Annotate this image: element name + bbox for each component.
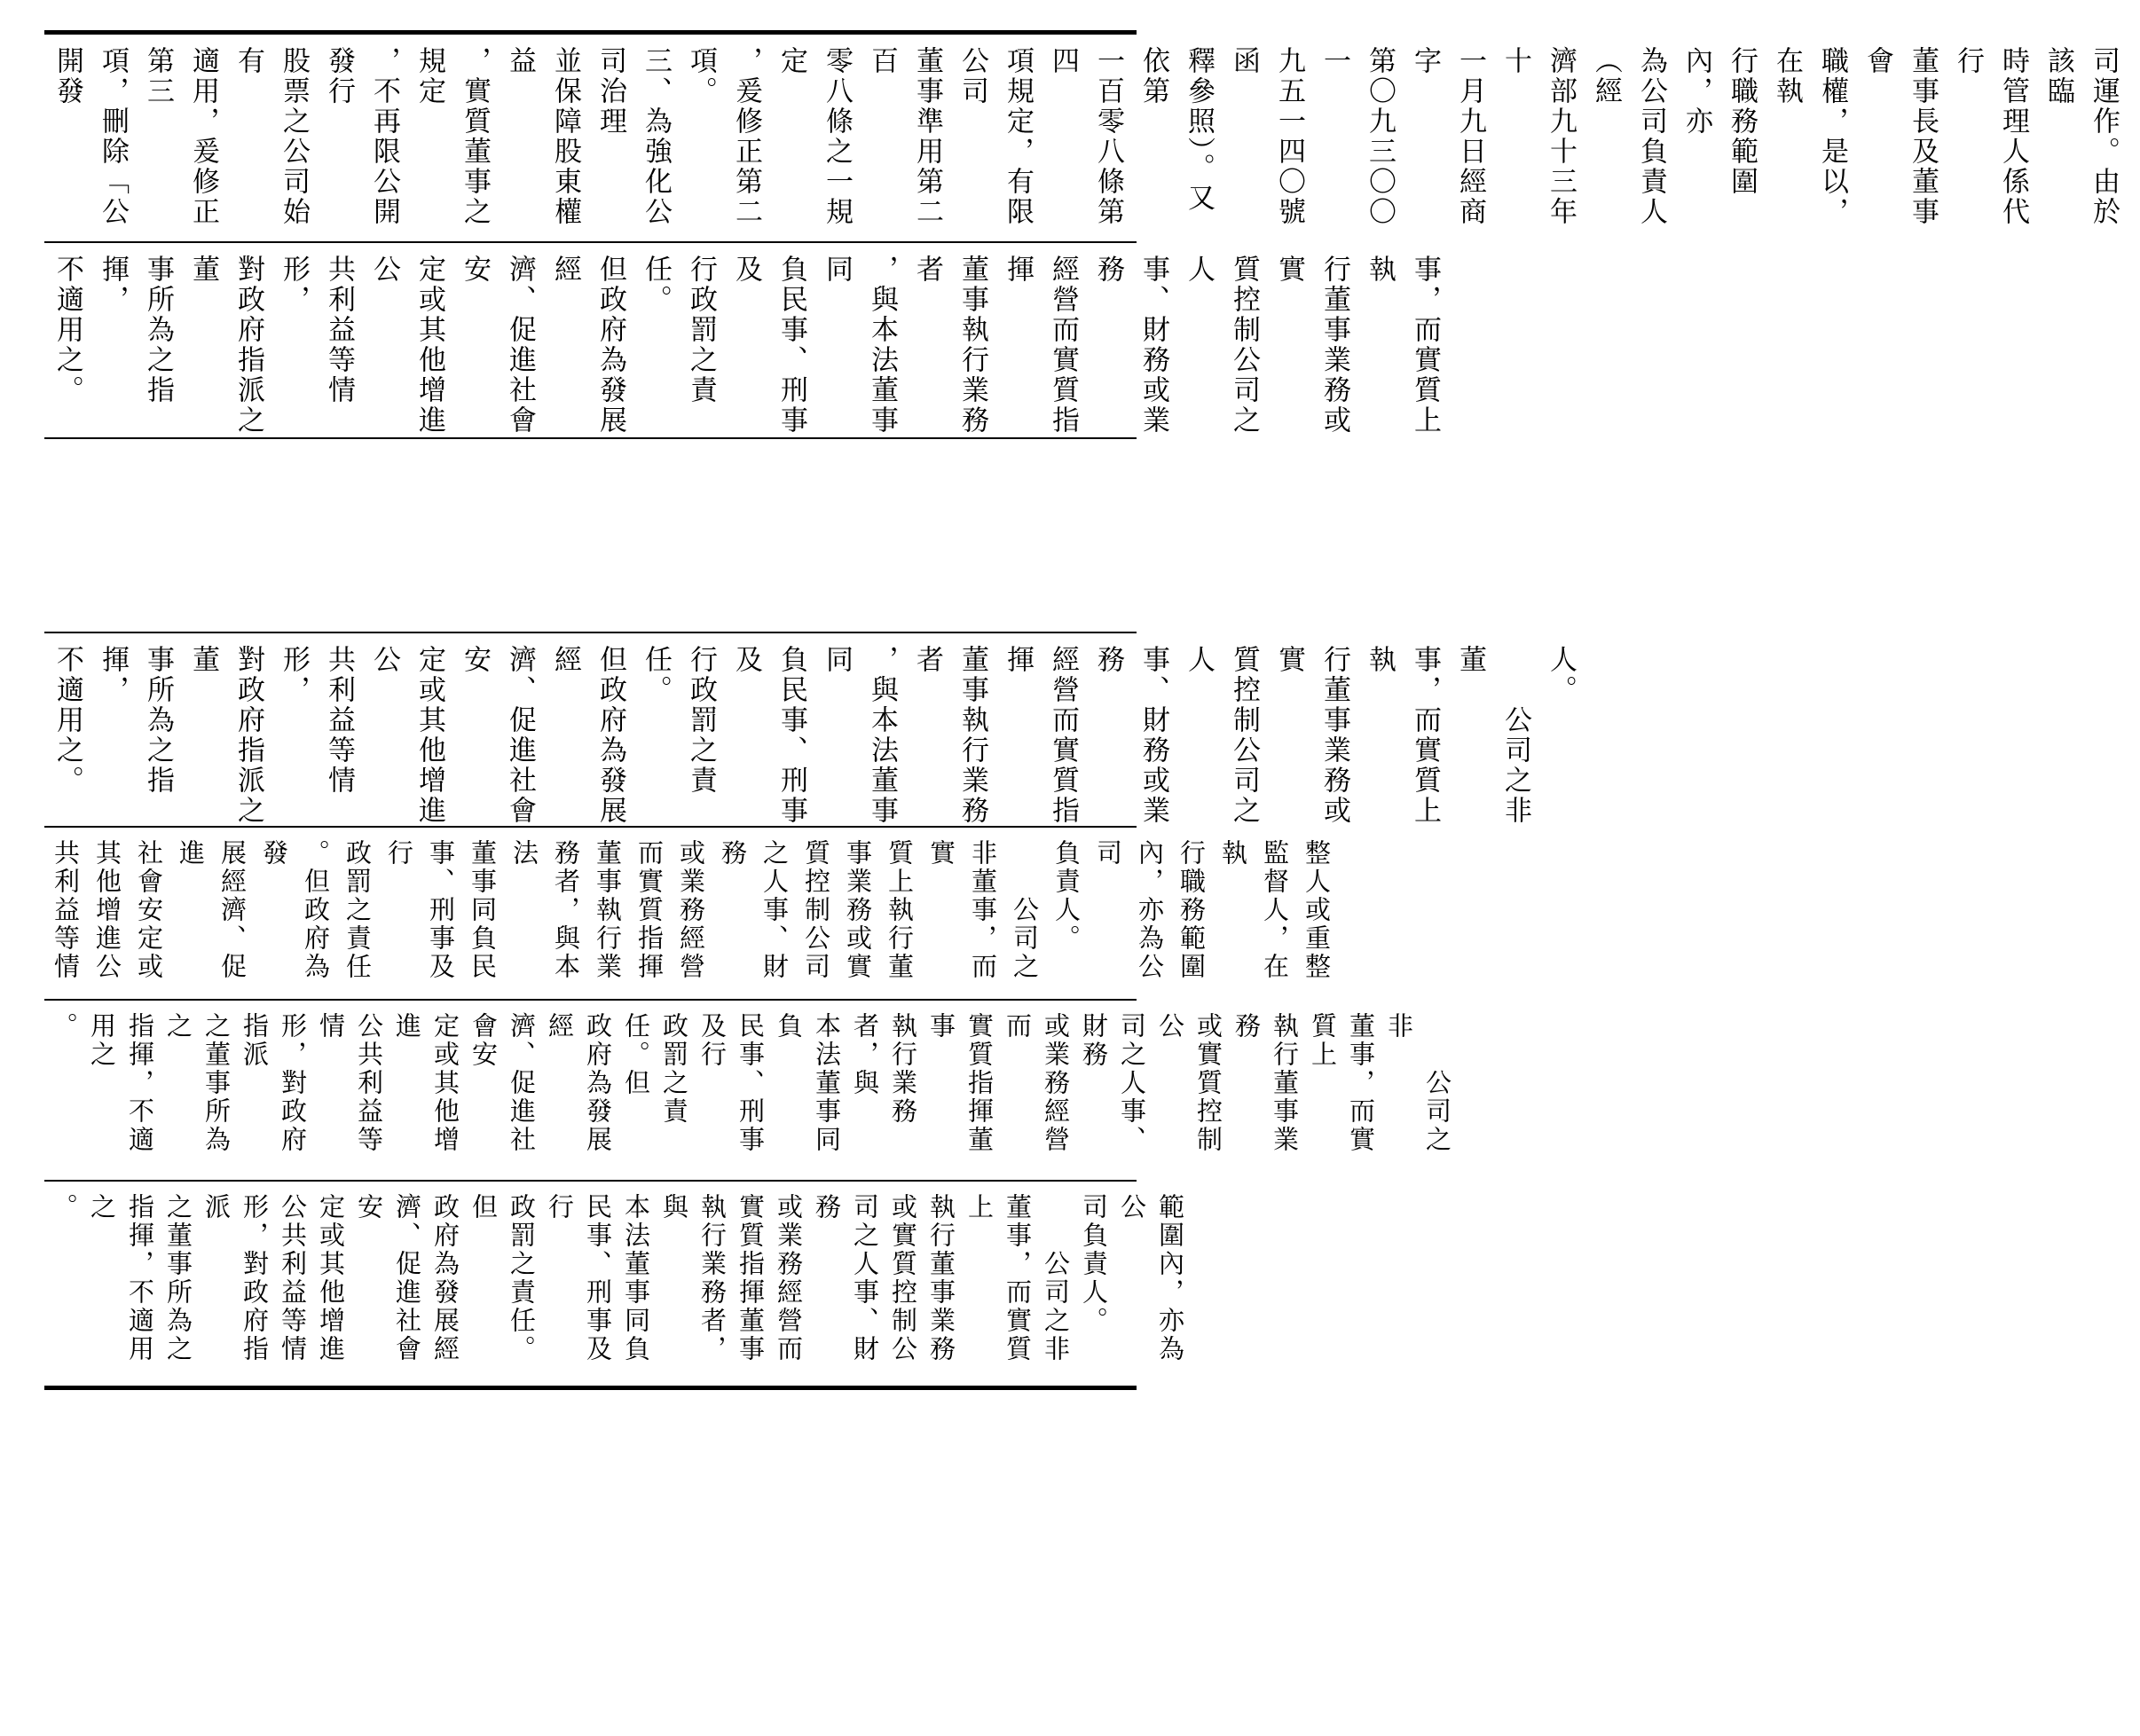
row-version-a	[44, 634, 1577, 826]
text-line: 定或其他增進	[316, 1193, 346, 1363]
text-line: 不適用之。	[51, 255, 83, 405]
text-line: 一月九日經商字	[1409, 46, 1486, 227]
text-line: 範圍內，亦為公	[1117, 1193, 1185, 1363]
row-blank	[44, 440, 1137, 632]
text-line: 執行業務者，與	[659, 1193, 728, 1363]
row-version-b-body	[44, 829, 1351, 999]
text-line: 。	[49, 1012, 79, 1041]
text-line: 董事執行業務者	[911, 255, 988, 436]
text-line: 時管理人係代行	[1952, 46, 2029, 227]
text-line: 三、為強化公司治理	[594, 46, 672, 227]
text-line: 董事，而實質上	[1308, 1012, 1376, 1154]
text-line: 政罰之責任	[342, 839, 373, 981]
text-line: 不適用之。	[51, 645, 83, 796]
text-line: 事，而實質上執	[1364, 645, 1441, 826]
text-line: 董事同負民	[468, 839, 498, 981]
row-version-c	[44, 1002, 1452, 1180]
top-rule	[44, 30, 1137, 35]
text-line: 行職務範圍	[1176, 839, 1207, 981]
text-line: 質上執行董	[885, 839, 915, 981]
text-line: 執行業務者，與	[850, 1012, 918, 1126]
text-line: 內，亦為公司	[1093, 839, 1165, 981]
text-line: 董事，而實質上	[964, 1193, 1033, 1363]
text-line: 共利益等情	[51, 839, 81, 981]
row-divider	[44, 999, 1137, 1001]
row-version-d-body	[44, 1182, 1203, 1385]
text-line: 事所為之指揮，	[97, 255, 174, 405]
text-line: 指揮，不適用之	[87, 1012, 155, 1154]
text-line: 零八條之一規定	[775, 46, 853, 227]
text-line: 執行董事業務	[926, 1193, 956, 1363]
text-line: 司之人事、財務	[1079, 1012, 1147, 1154]
text-line: 非董事，而實	[926, 839, 998, 981]
text-line: 濟、促進社會安	[459, 645, 536, 826]
text-line: 司負責人。	[1079, 1193, 1109, 1335]
row-divider	[44, 437, 1137, 439]
text-line: 政罰之責任。但	[468, 1193, 537, 1363]
text-line: 事、財務或業務	[1092, 255, 1169, 436]
text-line: 董事執行業務者	[911, 645, 988, 826]
text-line: 質控制公司之人	[1183, 645, 1260, 826]
text-line: 或實質控制公	[1155, 1012, 1223, 1154]
text-line: 形，對政府指派	[240, 1012, 308, 1154]
text-line: 司運作。由於該臨	[2042, 46, 2120, 227]
text-line: 但政府為發展經	[549, 255, 626, 436]
text-line: 董事長及董事會	[1861, 46, 1939, 227]
row-explanation-text	[44, 35, 2140, 241]
text-line: 執行董事業務	[1231, 1012, 1300, 1154]
row-amended-text-body	[44, 244, 1461, 437]
bottom-rule	[44, 1386, 1137, 1390]
text-line: 行職務範圍內，亦	[1680, 46, 1758, 197]
row-amended-text	[44, 244, 1441, 437]
text-line: 。	[49, 1193, 79, 1221]
text-line: 之董事所為之	[163, 1012, 232, 1154]
text-line: 負民事、刑事及	[730, 255, 807, 436]
text-line: 職權，是以，在執	[1771, 46, 1848, 227]
text-line: ，不再限公開發行	[323, 46, 400, 227]
text-line: ，爰修正第二項。	[685, 46, 762, 227]
text-line: 或業務經營而	[1003, 1012, 1071, 1154]
text-line: 行董事業務或實	[1273, 645, 1350, 826]
row-version-d	[44, 1182, 1185, 1385]
row-divider	[44, 826, 1137, 828]
text-line: 對政府指派之董	[187, 645, 264, 826]
text-line: 濟、促進社會安	[354, 1193, 422, 1363]
text-line: 政罰之責任。但	[621, 1012, 689, 1126]
text-line: 形，對政府指派	[201, 1193, 270, 1363]
text-line: 公司之非	[1041, 1193, 1071, 1363]
text-line: 公司之	[1010, 839, 1040, 981]
row-version-b	[44, 829, 1332, 999]
text-line: 負責人。	[1051, 839, 1082, 953]
text-line: 民事、刑事及行	[545, 1193, 613, 1363]
text-line: 實質指揮董事	[926, 1012, 995, 1154]
text-line: 定或其他增進	[392, 1012, 460, 1154]
text-line: 指揮，不適用之	[87, 1193, 155, 1363]
text-line: 展經濟、促進	[176, 839, 248, 981]
text-line: 行董事業務或實	[1273, 255, 1350, 436]
text-line: 公司之非	[1384, 1012, 1452, 1154]
text-line: 股票之公司始有	[232, 46, 310, 227]
text-line: 公司之非董	[1454, 645, 1531, 826]
text-line: 事業務或實	[843, 839, 873, 981]
text-line: 司之人事、財務	[812, 1193, 880, 1363]
text-line: 事、刑事及行	[384, 839, 456, 981]
text-line: 一百零八條第四	[1047, 46, 1124, 227]
row-explanation	[44, 35, 2120, 241]
row-version-c-body	[44, 1002, 1470, 1180]
text-line: 項，刪除「公開發	[51, 46, 129, 227]
text-line: 本法董事同負	[621, 1193, 651, 1363]
text-line: 質控制公司	[801, 839, 831, 981]
text-line: 並保障股東權益	[504, 46, 581, 227]
text-line: 整人或重整	[1302, 839, 1332, 981]
text-line: 行政罰之責任。	[640, 645, 717, 796]
text-line: 民事、刑事及行	[697, 1012, 766, 1154]
text-line: 事所為之指揮，	[97, 645, 174, 796]
text-line: 其他增進公	[92, 839, 122, 981]
text-line: 之人事、財務	[718, 839, 790, 981]
text-line: 經營而實質指揮	[1002, 255, 1079, 436]
text-line: 或業務經營而	[774, 1193, 804, 1363]
text-line: 。但政府為發	[259, 839, 331, 981]
text-line: 公共利益等情	[278, 1193, 308, 1363]
text-line: 之董事所為之	[163, 1193, 193, 1363]
text-line: 監督人，在執	[1218, 839, 1290, 981]
text-line: 事，而實質上執	[1364, 255, 1441, 436]
text-line: 實質指揮董事	[736, 1193, 766, 1363]
text-line: 負民事、刑事及	[730, 645, 807, 826]
text-line: 而實質指揮	[634, 839, 665, 981]
text-line: 經營而實質指揮	[1002, 645, 1079, 826]
text-line: 定或其他增進公	[368, 255, 445, 436]
text-line: ，實質董事之規定	[413, 46, 491, 227]
text-line: 社會安定或	[134, 839, 164, 981]
text-line: 行政罰之責任。	[640, 255, 717, 405]
text-line: 定或其他增進公	[368, 645, 445, 826]
text-line: ，與本法董事同	[821, 255, 898, 436]
text-line: 濟部九十三年十	[1499, 46, 1577, 227]
text-line: ，與本法董事同	[821, 645, 898, 826]
text-line: 董事準用第二百	[866, 46, 943, 227]
text-line: 項規定，有限公司	[956, 46, 1034, 227]
row-divider	[44, 632, 1137, 633]
text-line: 濟、促進社會安	[459, 255, 536, 436]
row-divider	[44, 1180, 1137, 1182]
row-version-a-body	[44, 634, 1597, 826]
text-line: 政府為發展經	[545, 1012, 613, 1154]
text-line: 或實質控制公	[888, 1193, 918, 1363]
text-line: 為公司負責人（經	[1590, 46, 1667, 227]
text-line: 釋參照）。又依第	[1137, 46, 1215, 214]
text-line: 本法董事同負	[774, 1012, 842, 1154]
text-line: 濟、促進社會安	[468, 1012, 537, 1154]
text-line: 董事執行業	[593, 839, 623, 981]
text-line: 公共利益等情	[316, 1012, 384, 1154]
text-line: 質控制公司之人	[1183, 255, 1260, 436]
text-line: 務者，與本法	[509, 839, 581, 981]
text-line: 共利益等情形，	[278, 645, 355, 796]
text-line: 或業務經營	[676, 839, 706, 981]
text-line: 但政府為發展經	[549, 645, 626, 826]
row-divider	[44, 241, 1137, 243]
text-line: 九五一四〇號函	[1228, 46, 1305, 227]
row-blank-body	[44, 440, 59, 632]
text-line: 共利益等情形，	[278, 255, 355, 405]
text-line: 人。	[1545, 645, 1577, 705]
text-line: 政府為發展經	[430, 1193, 460, 1363]
text-line: 對政府指派之董	[187, 255, 264, 436]
text-line: 第〇九三〇〇一	[1318, 46, 1396, 227]
text-line: 事、財務或業務	[1092, 645, 1169, 826]
text-line: 適用，爰修正第三	[142, 46, 219, 227]
